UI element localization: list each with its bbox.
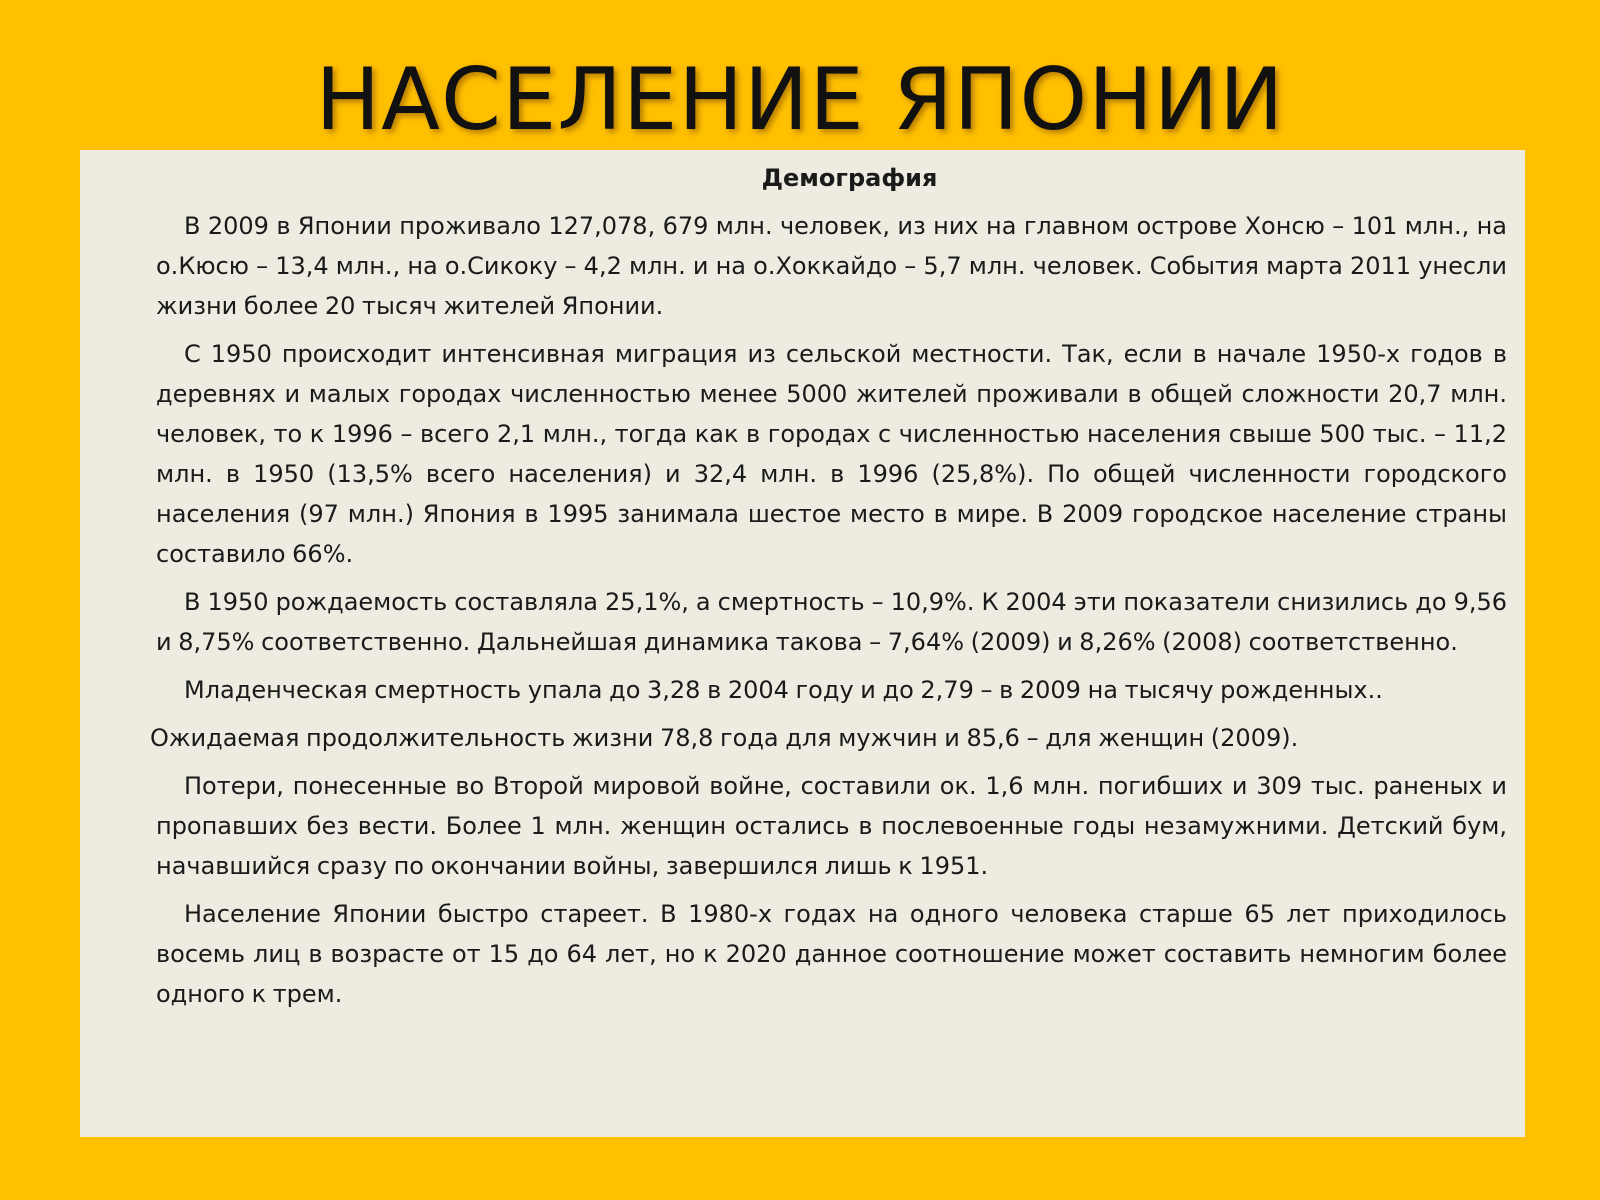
paragraph-war-losses: Потери, понесенные во Второй мировой войне, составили ок. 1,6 млн. погибших и 309 тыс. раненых и пропавших без вести. Более 1 млн. женщин остались в послевоенные годы незамужними. Детский бум, начавшийся сразу по окончании войны, завершился лишь к 1951.: [156, 772, 1507, 880]
paragraph-population: В 2009 в Японии проживало 127,078, 679 млн. человек, из них на главном острове Хонсю – 101 млн., на о.Кюсю – 13,4 млн., на о.Сикоку – 4,2 млн. и на о.Хоккайдо – 5,7 млн. человек. События марта 2011 унесли жизни более 20 тысяч жителей Японии.: [156, 212, 1507, 320]
paragraph-migration: С 1950 происходит интенсивная миграция из сельской местности. Так, если в начале 1950-х годов в деревнях и малых городах численностью менее 5000 жителей проживали в общей сложности 20,7 млн. человек, то к 1996 – всего 2,1 млн., тогда как в городах с численностью населения свыше 500 тыс. – 11,2 млн. в 1950 (13,5% всего населения) и 32,4 млн. в 1996 (25,8%). По общей численности городского населения (97 млн.) Япония в 1995 занимала шестое место в мире. В 2009 городское население страны составило 66%.: [156, 340, 1507, 568]
paragraph-life-expectancy: Ожидаемая продолжительность жизни 78,8 года для мужчин и 85,6 – для женщин (2009).: [150, 724, 1299, 752]
slide-title: НАСЕЛЕНИЕ ЯПОНИИ: [315, 50, 1285, 150]
content-panel: [80, 150, 1525, 1137]
paragraph-aging: Население Японии быстро стареет. В 1980-х годах на одного человека старше 65 лет приходилось восемь лиц в возрасте от 15 до 64 лет, но к 2020 данное соотношение может составить немногим более одного к трем.: [156, 900, 1507, 1008]
section-heading: Демография: [761, 164, 938, 192]
paragraph-infant-mortality: Младенческая смертность упала до 3,28 в 2004 году и до 2,79 – в 2009 на тысячу рожденных..: [184, 676, 1383, 704]
paragraph-birth-death-rates: В 1950 рождаемость составляла 25,1%, а смертность – 10,9%. К 2004 эти показатели снизились до 9,56 и 8,75% соответственно. Дальнейшая динамика такова – 7,64% (2009) и 8,26% (2008) соответственно.: [156, 588, 1507, 656]
